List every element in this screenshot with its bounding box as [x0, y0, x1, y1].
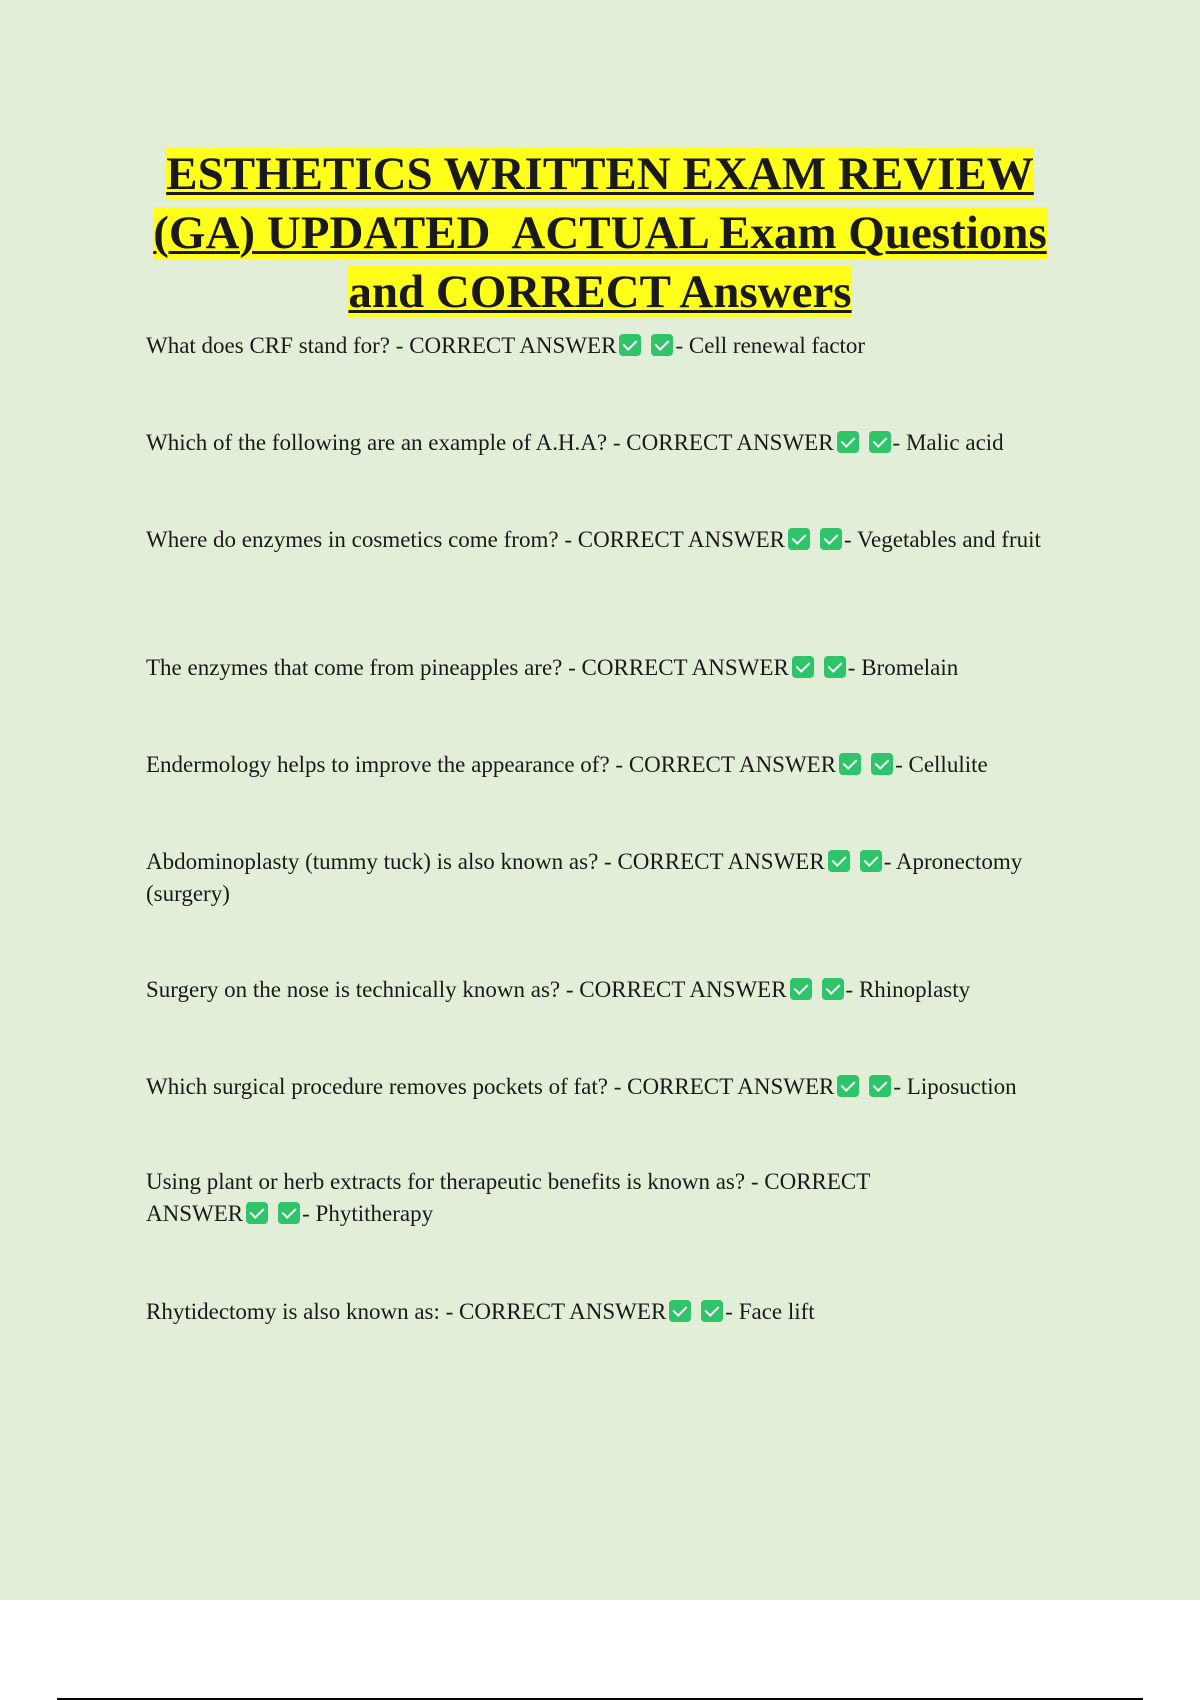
qa-item [146, 652, 1086, 684]
check-icon [651, 334, 673, 356]
answer-marker: CORRECT ANSWER [628, 752, 837, 777]
qa-item [146, 749, 1086, 781]
check-icon [837, 431, 859, 453]
answer-text: - Bromelain [847, 655, 959, 680]
qa-item [146, 1071, 1086, 1103]
check-icon [871, 753, 893, 775]
qa-item [146, 427, 1086, 459]
title-line: ESTHETICS WRITTEN EXAM REVIEW [166, 148, 1034, 200]
question-text: What does CRF stand for? - [146, 333, 410, 358]
answer-text: - Rhinoplasty [845, 977, 971, 1002]
check-icon [788, 528, 810, 550]
check-icon [822, 978, 844, 1000]
check-icon [278, 1202, 300, 1224]
check-icon [790, 978, 812, 1000]
question-text: Where do enzymes in cosmetics come from? - [146, 527, 578, 552]
check-icon [701, 1300, 723, 1322]
question-text: The enzymes that come from pineapples are? - [146, 655, 582, 680]
answer-text: - Liposuction [893, 1074, 1017, 1099]
question-text: Surgery on the nose is technically known as? - [146, 977, 580, 1002]
check-icon [619, 334, 641, 356]
qa-item [146, 330, 1086, 362]
question-text: Abdominoplasty (tummy tuck) is also known as? - [146, 849, 618, 874]
answer-marker: CORRECT ANSWER [459, 1299, 667, 1324]
answer-text: - Apronectomy (surgery) [146, 849, 1023, 906]
qa-item [146, 974, 1086, 1006]
question-text: Using plant or herb extracts for therapeutic benefits is known as? - [146, 1169, 765, 1194]
question-text: Endermology helps to improve the appearance of? - [146, 752, 629, 777]
title-line: (GA) UPDATED ACTUAL Exam Questions [153, 207, 1047, 259]
answer-text: - Malic acid [892, 430, 1004, 455]
answer-marker: CORRECT ANSWER [617, 849, 825, 874]
check-icon [828, 850, 850, 872]
qa-item [146, 1166, 926, 1230]
answer-marker: CORRECT ANSWER [577, 527, 785, 552]
question-text: Which surgical procedure removes pockets of fat? - [146, 1074, 628, 1099]
qa-item [146, 524, 1086, 556]
check-icon [860, 850, 882, 872]
answer-marker: CORRECT ANSWER [579, 977, 787, 1002]
answer-marker: CORRECT ANSWER [581, 655, 789, 680]
answer-text: - Phytitherapy [302, 1201, 434, 1226]
answer-text: - Vegetables and fruit [843, 527, 1041, 552]
check-icon [869, 1075, 891, 1097]
title-line: and CORRECT Answers [348, 266, 852, 318]
question-text: Which of the following are an example of A.H.A? - [146, 430, 627, 455]
answer-marker: CORRECT ANSWER [627, 1074, 835, 1099]
answer-marker: CORRECT ANSWER [626, 430, 834, 455]
qa-item [146, 1296, 1086, 1328]
check-icon [824, 656, 846, 678]
answer-text: - Face lift [725, 1299, 815, 1324]
check-icon [820, 528, 842, 550]
answer-text: - Cellulite [895, 752, 988, 777]
answer-marker: CORRECT ANSWER [409, 333, 617, 358]
answer-text: - Cell renewal factor [675, 333, 866, 358]
check-icon [246, 1202, 268, 1224]
check-icon [869, 431, 891, 453]
check-icon [669, 1300, 691, 1322]
qa-item [146, 846, 1086, 910]
check-icon [839, 753, 861, 775]
check-icon [837, 1075, 859, 1097]
document-title [100, 145, 1100, 322]
answer-marker: CORRECT ANSWER [146, 1169, 870, 1226]
check-icon [792, 656, 814, 678]
question-text: Rhytidectomy is also known as: - [146, 1299, 460, 1324]
